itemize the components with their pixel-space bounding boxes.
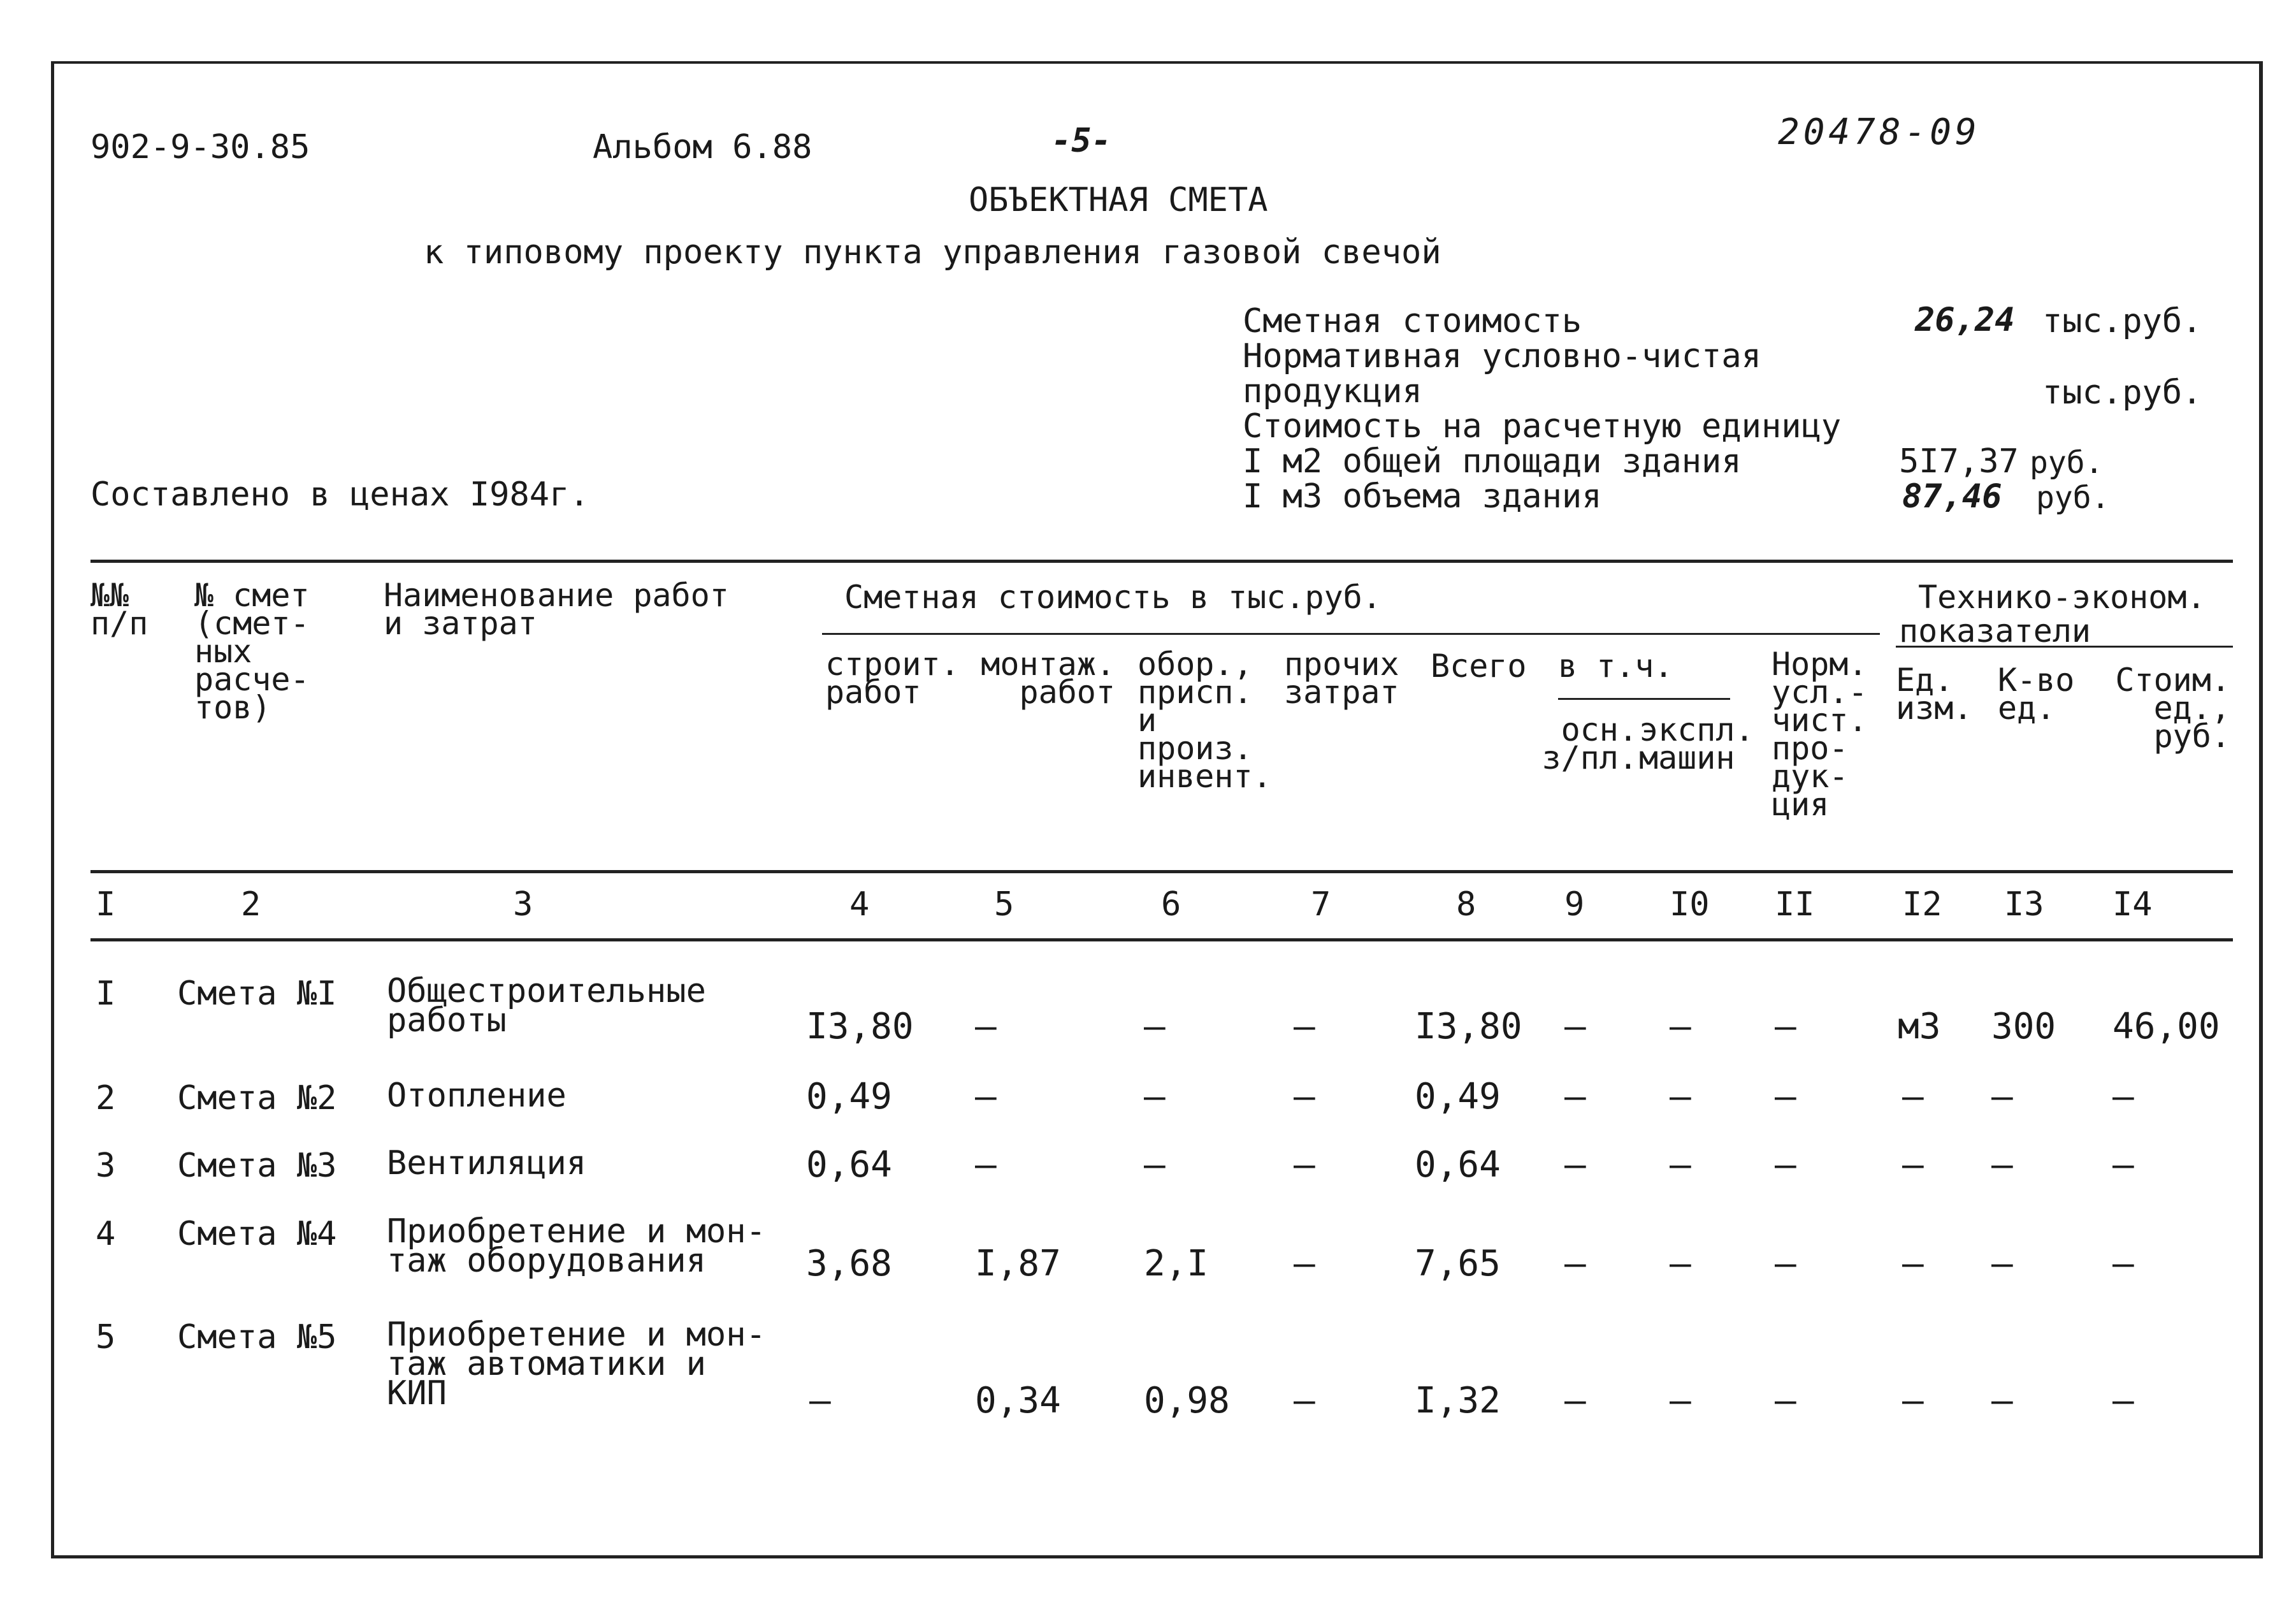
document-code: 902-9-30.85: [90, 128, 310, 166]
cell-kvo: 300: [1991, 1006, 2056, 1047]
cell-stoim: –: [2112, 1076, 2134, 1117]
cell-prochih: –: [1294, 1380, 1315, 1421]
cell-stoim: –: [2112, 1243, 2134, 1284]
colnum-10: I0: [1670, 885, 1710, 924]
unit-cost-label: Стоимость на расчетную единицу: [1243, 407, 1842, 446]
th-num: №№ п/п: [90, 577, 148, 642]
th-cost-group: Сметная стоимость в тыс.руб.: [844, 579, 1382, 616]
album-number: Альбом 6.88: [593, 128, 812, 166]
cell-name: Приобретение и мон- таж оборудования: [387, 1212, 766, 1280]
norm-label-line1: Нормативная условно-чистая: [1243, 337, 1761, 375]
colnum-11: II: [1775, 885, 1815, 924]
colnum-6: 6: [1161, 885, 1181, 924]
header-bottom-rule: [90, 870, 2233, 873]
cell-ed: –: [1902, 1076, 1924, 1117]
cell-kvo: –: [1991, 1243, 2013, 1284]
colnum-12: I2: [1902, 885, 1942, 924]
colnum-4: 4: [849, 885, 870, 924]
th-ed: Ед. изм.: [1896, 662, 1973, 727]
cell-norm: –: [1775, 1380, 1796, 1421]
colnum-bottom-rule: [90, 938, 2233, 941]
cell-ed: –: [1902, 1144, 1924, 1186]
cell-stoim: 46,00: [2112, 1006, 2220, 1047]
colnum-7: 7: [1311, 885, 1331, 924]
document-title: ОБЪЕКТНАЯ СМЕТА: [969, 181, 1268, 219]
cell-stoim: –: [2112, 1380, 2134, 1421]
cell-prochih: –: [1294, 1243, 1315, 1284]
cell-stroit: 0,64: [806, 1144, 892, 1186]
cell-name: Приобретение и мон- таж автоматики и КИП: [387, 1316, 766, 1412]
colnum-9: 9: [1564, 885, 1585, 924]
cell-norm: –: [1775, 1144, 1796, 1186]
colnum-1: I: [96, 885, 116, 924]
cell-num: I: [96, 975, 116, 1013]
th-tech-group-line1: Технико-эконом.: [1918, 579, 2206, 616]
th-stroit: строит. работ: [825, 646, 960, 711]
cell-smeta: Смета №4: [177, 1215, 337, 1253]
colnum-2: 2: [241, 885, 261, 924]
norm-unit: тыс.руб.: [2042, 374, 2202, 412]
cell-osn: –: [1564, 1380, 1586, 1421]
cell-num: 3: [96, 1147, 116, 1185]
document-frame: [51, 61, 2263, 1558]
m3-label: I м3 объема здания: [1243, 477, 1602, 516]
cell-ekspl: –: [1670, 1006, 1691, 1047]
colnum-3: 3: [513, 885, 533, 924]
colnum-14: I4: [2112, 885, 2153, 924]
cell-norm: –: [1775, 1243, 1796, 1284]
m3-unit: руб.: [2036, 480, 2110, 516]
th-tech-group-line2: показатели: [1899, 613, 2091, 650]
m2-unit: руб.: [2030, 445, 2104, 481]
th-vtch: в т.ч.: [1558, 648, 1673, 685]
cell-name: Общестроительные работы: [387, 972, 706, 1040]
cell-ed: м3: [1898, 1006, 1941, 1047]
cell-vsego: I,32: [1415, 1380, 1501, 1421]
m3-value: 87,46: [1902, 477, 2002, 516]
m2-value: 5I7,37: [1899, 442, 2019, 481]
th-montazh: монтаж. работ: [981, 646, 1115, 711]
cell-ekspl: –: [1670, 1380, 1691, 1421]
cell-ekspl: –: [1670, 1076, 1691, 1117]
cell-kvo: –: [1991, 1144, 2013, 1186]
cell-montazh: I,87: [975, 1243, 1061, 1284]
cell-osn: –: [1564, 1006, 1586, 1047]
cell-smeta: Смета №I: [177, 975, 337, 1013]
page-number: -5-: [1051, 122, 1111, 160]
cell-name: Отопление: [387, 1077, 567, 1115]
m2-label: I м2 общей площади здания: [1243, 442, 1742, 481]
cell-kvo: –: [1991, 1380, 2013, 1421]
cost-value: 26,24: [1915, 301, 2015, 339]
cell-obor: 0,98: [1144, 1380, 1230, 1421]
cell-osn: –: [1564, 1076, 1586, 1117]
th-ekspl: экспл. машин: [1639, 711, 1754, 776]
th-norm: Норм. усл.- чист. про- дук- ция: [1772, 646, 1868, 823]
cell-stroit: 0,49: [806, 1076, 892, 1117]
th-obor: обор., присп. и произ. инвент.: [1137, 646, 1272, 795]
cell-kvo: –: [1991, 1076, 2013, 1117]
colnum-5: 5: [994, 885, 1014, 924]
cell-ed: –: [1902, 1380, 1924, 1421]
th-osn: осн. з/пл.: [1541, 711, 1638, 776]
table-top-rule: [90, 560, 2233, 563]
cell-stroit: 3,68: [806, 1243, 892, 1284]
cell-vsego: I3,80: [1415, 1006, 1522, 1047]
doc-number: 20478-09: [1778, 112, 1981, 153]
th-smeta: № смет (смет- ных расче- тов): [194, 577, 310, 726]
cell-obor: –: [1144, 1006, 1166, 1047]
cell-norm: –: [1775, 1006, 1796, 1047]
cell-obor: 2,I: [1144, 1243, 1209, 1284]
th-stoim: Стоим. ед., руб.: [2115, 662, 2230, 755]
th-vsego: Всего: [1431, 648, 1527, 685]
colnum-8: 8: [1456, 885, 1477, 924]
cell-stoim: –: [2112, 1144, 2134, 1186]
cell-montazh: –: [975, 1144, 997, 1186]
cell-smeta: Смета №3: [177, 1147, 337, 1185]
cell-ekspl: –: [1670, 1243, 1691, 1284]
cell-prochih: –: [1294, 1076, 1315, 1117]
cell-prochih: –: [1294, 1144, 1315, 1186]
cell-montazh: –: [975, 1076, 997, 1117]
cell-stroit: –: [809, 1380, 831, 1421]
th-name: Наименование работ и затрат: [384, 577, 729, 642]
th-kvo: К-во ед.: [1998, 662, 2075, 727]
cost-label: Сметная стоимость: [1243, 302, 1582, 340]
cell-osn: –: [1564, 1243, 1586, 1284]
cell-num: 5: [96, 1318, 116, 1356]
cell-prochih: –: [1294, 1006, 1315, 1047]
cell-smeta: Смета №5: [177, 1318, 337, 1356]
cell-num: 4: [96, 1215, 116, 1253]
vtch-rule: [1558, 698, 1730, 700]
th-prochih: прочих затрат: [1284, 646, 1399, 711]
cell-montazh: –: [975, 1006, 997, 1047]
cell-vsego: 0,64: [1415, 1144, 1501, 1186]
cell-osn: –: [1564, 1144, 1586, 1186]
document-subtitle: к типовому проекту пункта управления газовой свечой: [424, 233, 1441, 272]
cell-vsego: 0,49: [1415, 1076, 1501, 1117]
price-basis: Составлено в ценах I984г.: [90, 476, 589, 514]
cell-num: 2: [96, 1079, 116, 1117]
cell-obor: –: [1144, 1144, 1166, 1186]
cell-norm: –: [1775, 1076, 1796, 1117]
cell-smeta: Смета №2: [177, 1079, 337, 1117]
colnum-13: I3: [2004, 885, 2044, 924]
cost-unit: тыс.руб.: [2042, 302, 2202, 340]
cell-ed: –: [1902, 1243, 1924, 1284]
cell-montazh: 0,34: [975, 1380, 1061, 1421]
cell-name: Вентиляция: [387, 1144, 587, 1182]
cell-stroit: I3,80: [806, 1006, 914, 1047]
cell-vsego: 7,65: [1415, 1243, 1501, 1284]
cost-group-rule: [822, 633, 1880, 635]
cell-ekspl: –: [1670, 1144, 1691, 1186]
cell-obor: –: [1144, 1076, 1166, 1117]
norm-label-line2: продукция: [1243, 372, 1422, 410]
